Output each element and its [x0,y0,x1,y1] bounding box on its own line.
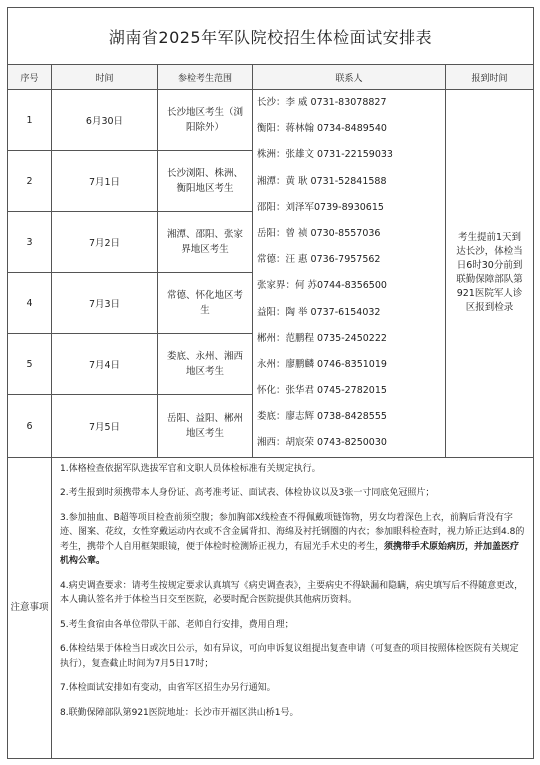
row-area: 长沙浏阳、株洲、衡阳地区考生 [158,151,253,212]
schedule-table [7,7,534,759]
header-contact: 联系人 [253,65,446,90]
report-time: 考生提前1天到达长沙，体检当日6时30分前到联勤保障部队第921医院军人诊区报到检录 [446,90,534,458]
header-row [8,65,534,90]
row-index: 6 [8,395,52,457]
contact-item: 株洲：张雄文 0731-22159033 [257,149,393,161]
contact-item: 衡阳：蒋林翰 0734-8489540 [257,123,387,135]
note-item: 4.病史调查要求：请考生按规定要求认真填写《病史调查表》，主要病史不得缺漏和隐瞒，病史填写后不得随意更改，本人确认签名并于体检当日交至医院，必要时配合医院提供其他病历资料。 [60,580,524,606]
note-item: 8.联勤保障部队第921医院地址：长沙市开福区洪山桥1号。 [60,707,299,718]
row-index: 5 [8,334,52,395]
row-date: 7月4日 [52,334,158,395]
contact-item: 永州：廖鹏麟 0746-8351019 [257,358,387,370]
row-date: 7月3日 [52,273,158,334]
contact-item: 张家界：何 苏0744-8356500 [257,280,387,292]
contact-item: 邵阳：刘泽军0739-8930615 [257,201,384,213]
row-date: 7月2日 [52,212,158,273]
note-item: 6.体检结果于体检当日或次日公示，如有异议，可向申诉复议组提出复查申请（可复查的项目按照体检医院有关规定执行），复查截止时间为7月5日17时； [60,644,519,669]
contact-item: 郴州：范鹏程 0735-2450222 [257,332,387,344]
row-date: 7月5日 [52,395,158,457]
row-area: 岳阳、益阳、郴州地区考生 [158,395,253,457]
header-report: 报到时间 [446,65,534,90]
row-index: 3 [8,212,52,273]
contact-item: 湘西：胡宸荣 0743-8250030 [257,437,387,449]
note-text: 3.参加抽血、B超等项目检查前须空腹；参加胸部X线检查不得佩戴项链饰物，男女均着深色上衣，前胸后背没有字迹、图案、花纹，女性穿戴运动内衣或不含金属背扣、海绵及衬托钢圈的内衣；参加眼科检查时，视力矫正达到4.8的考生，携带个人自用框架眼镜，便于体检时检测矫正视力，有屈光手术史的考生， [60,512,525,552]
notes-row [8,457,534,758]
contact-item: 益阳：陶 举 0737-6154032 [257,306,381,318]
row-area: 长沙地区考生（浏阳除外） [158,90,253,151]
header-index: 序号 [8,65,52,90]
note-item: 7.体检面试安排如有变动，由省军区招生办另行通知。 [60,683,276,694]
schedule-sheet [7,7,533,751]
notes-label: 注意事项 [8,457,52,758]
note-item: 2.考生报到时须携带本人身份证、高考准考证、面试表、体检协议以及3张一寸同底免冠照片； [60,488,435,499]
contact-item: 常德：汪 惠 0736-7957562 [257,254,381,266]
row-area: 湘潭、邵阳、张家界地区考生 [158,212,253,273]
row-area: 常德、怀化地区考生 [158,273,253,334]
page-title: 湖南省2025年军队院校招生体检面试安排表 [8,8,534,65]
note-item: 1.体格检查依据军队选拔军官和文职人员体检标准有关规定执行。 [60,463,321,474]
note-bold-text: 须携带手术原始病历，并加盖医疗机构公章。 [60,541,520,567]
row-index: 1 [8,90,52,151]
row-area: 娄底、永州、湘西地区考生 [158,334,253,395]
row-date: 7月1日 [52,151,158,212]
header-area: 参检考生范围 [158,65,253,90]
contact-item: 长沙：李 威 0731-83078827 [257,97,387,108]
note-item: 5.考生食宿由各单位带队干部、老师自行安排，费用自理； [60,619,294,630]
header-time: 时间 [52,65,158,90]
row-index: 2 [8,151,52,212]
notes-cell [52,457,534,758]
contact-item: 湘潭：黄 耿 0731-52841588 [257,175,387,187]
contact-item: 娄底：廖志辉 0738-8428555 [257,411,387,423]
note-item [60,511,527,569]
contact-item: 怀化：张华君 0745-2782015 [257,385,387,397]
row-index: 4 [8,273,52,334]
row-date: 6月30日 [52,90,158,151]
table-row [8,90,534,151]
contact-item: 岳阳：曾 祯 0730-8557036 [257,227,381,239]
contacts-cell [253,90,446,458]
